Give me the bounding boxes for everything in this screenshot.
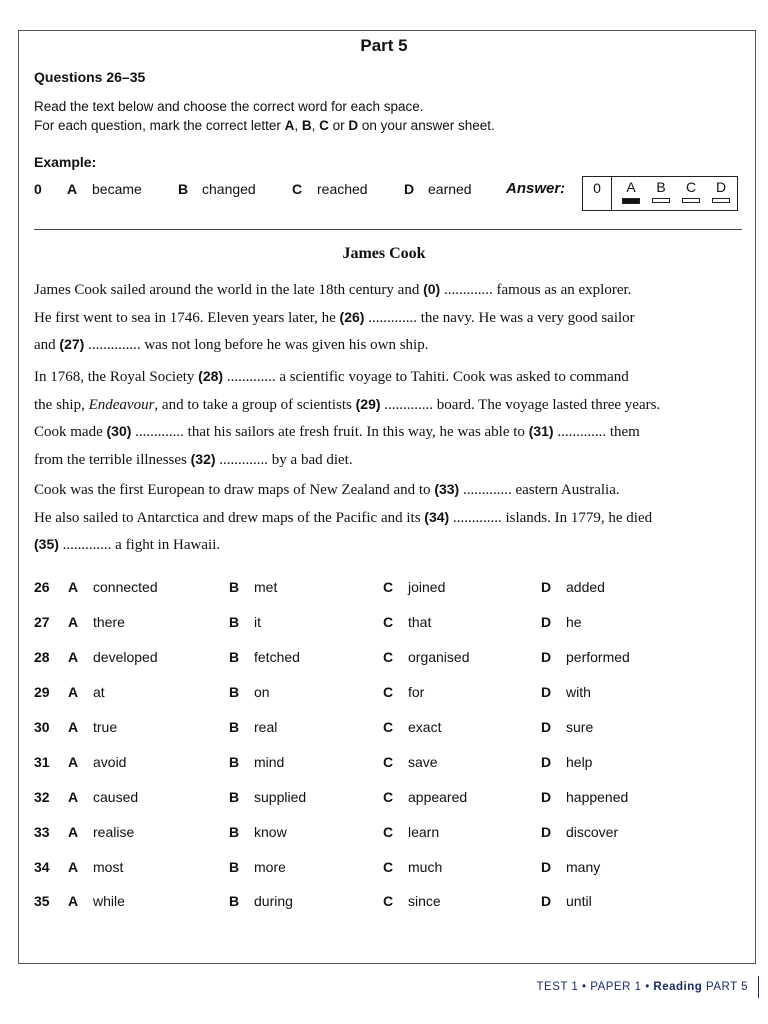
passage-line: He also sailed to Antarctica and drew maps of the Pacific and its (34) ............. islands. In 1779, he died: [34, 508, 653, 526]
footer-reading: Reading: [653, 981, 703, 993]
passage-line: He first went to sea in 1746. Eleven years later, he (26) ............. the navy. He was a very good sailor: [34, 308, 635, 326]
passage-line: Cook made (30) ............. that his sailors ate fresh fruit. In this way, he was able to (31) ............. them: [34, 423, 640, 440]
example-number: 0: [34, 181, 42, 197]
answer-option-d: D: [710, 179, 732, 203]
footer-bullet: •: [645, 981, 650, 993]
passage-paragraph-2: [34, 363, 744, 473]
passage-line: the ship, Endeavour, and to take a group of scientists (29) ............. board. The voyage lasted three years.: [34, 395, 661, 413]
footer-test: TEST 1: [536, 981, 579, 993]
text-title: James Cook: [342, 245, 426, 262]
passage-paragraph-3: [34, 476, 744, 559]
footer-part: PART 5: [706, 981, 748, 993]
questions-title: Questions 26–35: [34, 69, 146, 85]
instruction-line-2: For each question, mark the correct letter A, B, C or D on your answer sheet.: [34, 118, 495, 133]
footer-bullet: •: [582, 981, 587, 993]
answer-mark-a: [622, 198, 640, 204]
example-word-a: became: [92, 181, 142, 197]
passage-paragraph-1: [34, 276, 744, 359]
part-title: Part 5: [360, 36, 408, 55]
passage-line: Cook was the first European to draw maps of New Zealand and to (33) ............. eastern Australia.: [34, 481, 620, 498]
answer-mark-d: [712, 198, 730, 203]
instructions: [34, 97, 495, 135]
example-word-d: earned: [428, 181, 472, 197]
answer-label: Answer:: [506, 180, 566, 197]
passage-line: (35) ............. a fight in Hawaii.: [34, 536, 221, 553]
example-letter-a: A: [67, 181, 78, 197]
answer-mark-b: [652, 198, 670, 203]
answer-box: [582, 176, 738, 211]
instruction-line-1: Read the text below and choose the correct word for each space.: [34, 99, 424, 114]
example-letter-c: C: [292, 181, 303, 197]
passage-line: In 1768, the Royal Society (28) ............. a scientific voyage to Tahiti. Cook was asked to command: [34, 368, 629, 385]
footer: [537, 981, 748, 993]
example-letter-d: D: [404, 181, 415, 197]
example-label: Example:: [34, 154, 97, 170]
passage-line: from the terrible illnesses (32) ............. by a bad diet.: [34, 450, 353, 468]
divider: [34, 229, 742, 230]
example-word-c: reached: [317, 181, 368, 197]
footer-bar: [758, 976, 759, 998]
answer-number: 0: [583, 177, 612, 210]
answer-option-a: A: [620, 179, 642, 204]
answer-mark-c: [682, 198, 700, 203]
answer-option-c: C: [680, 179, 702, 203]
example-letter-b: B: [178, 181, 189, 197]
passage-line: James Cook sailed around the world in the late 18th century and (0) ............. famous as an explorer.: [34, 281, 632, 298]
answer-option-b: B: [650, 179, 672, 203]
footer-paper: PAPER 1: [590, 981, 642, 993]
passage-line: and (27) .............. was not long before he was given his own ship.: [34, 336, 429, 353]
example-word-b: changed: [202, 181, 256, 197]
